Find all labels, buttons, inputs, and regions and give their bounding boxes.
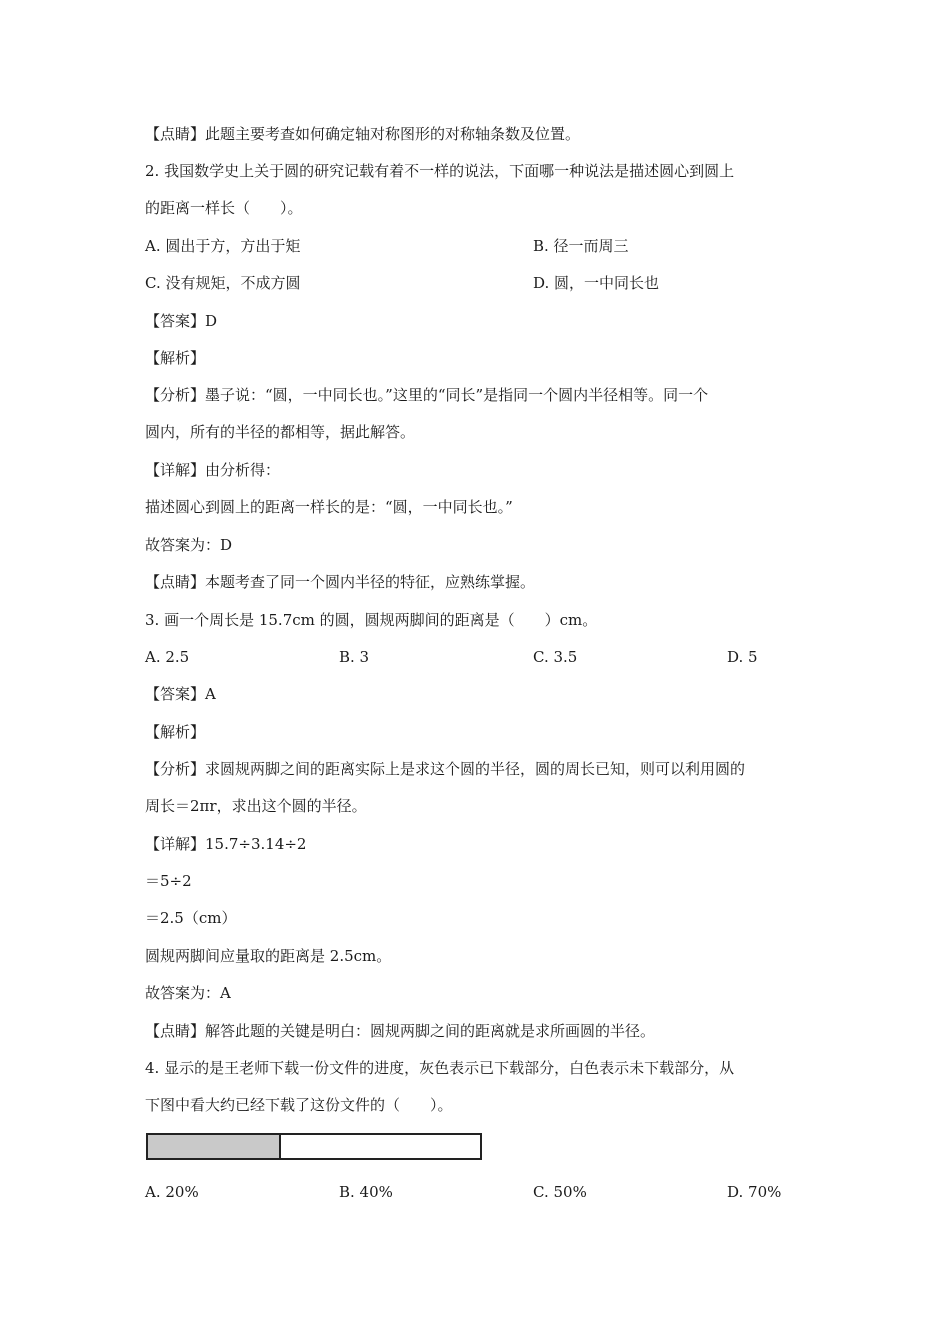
download-progress-bar xyxy=(146,1133,482,1160)
q3-dianjing: 【点睛】解答此题的关键是明白：圆规两脚之间的距离就是求所画圆的半径。 xyxy=(145,1022,656,1040)
q3-option-c: C. 3.5 xyxy=(533,648,578,666)
q2-detail-line1: 描述圆心到圆上的距离一样长的是：“圆，一中同长也。” xyxy=(145,498,513,516)
q2-option-d: D. 圆，一中同长也 xyxy=(533,274,660,292)
q3-xiangjie: 【详解】15.7÷3.14÷2 xyxy=(145,835,307,853)
q3-conclusion: 故答案为：A xyxy=(145,984,231,1002)
q3-option-a: A. 2.5 xyxy=(145,648,190,666)
q2-stem-line1: 2. 我国数学史上关于圆的研究记载有着不一样的说法，下面哪一种说法是描述圆心到圆上 xyxy=(145,162,735,180)
q2-option-a: A. 圆出于方，方出于矩 xyxy=(145,237,301,255)
q1-dianjing: 【点睛】此题主要考查如何确定轴对称图形的对称轴条数及位置。 xyxy=(145,125,581,143)
q3-jiexi: 【解析】 xyxy=(145,723,206,741)
q2-answer: 【答案】D xyxy=(145,312,218,330)
q3-answer: 【答案】A xyxy=(145,685,216,703)
q3-fenxi-line2: 周长＝2πr，求出这个圆的半径。 xyxy=(145,797,367,815)
q2-fenxi-line1: 【分析】墨子说：“圆，一中同长也。”这里的“同长”是指同一个圆内半径相等。同一个 xyxy=(145,386,709,404)
q4-stem-line2: 下图中看大约已经下载了这份文件的（ ）。 xyxy=(145,1096,453,1114)
q3-calc-line2: ＝2.5（cm） xyxy=(145,909,237,927)
q2-fenxi-line2: 圆内，所有的半径的都相等，据此解答。 xyxy=(145,423,416,441)
q3-option-d: D. 5 xyxy=(727,648,758,666)
q3-detail-line: 圆规两脚间应量取的距离是 2.5cm。 xyxy=(145,947,392,965)
q4-option-d: D. 70% xyxy=(727,1183,782,1201)
q3-fenxi-line1: 【分析】求圆规两脚之间的距离实际上是求这个圆的半径，圆的周长已知，则可以利用圆的 xyxy=(145,760,746,778)
q2-conclusion: 故答案为：D xyxy=(145,536,233,554)
q2-dianjing: 【点睛】本题考查了同一个圆内半径的特征，应熟练掌握。 xyxy=(145,573,536,591)
q4-stem-line1: 4. 显示的是王老师下载一份文件的进度，灰色表示已下载部分，白色表示未下载部分，从 xyxy=(145,1059,735,1077)
q4-option-a: A. 20% xyxy=(145,1183,199,1201)
q4-option-c: C. 50% xyxy=(533,1183,587,1201)
q3-calc-line1: ＝5÷2 xyxy=(145,872,192,890)
q2-stem-line2: 的距离一样长（ ）。 xyxy=(145,199,303,217)
q2-option-c: C. 没有规矩，不成方圆 xyxy=(145,274,301,292)
download-progress-fill xyxy=(148,1135,281,1158)
q2-option-b: B. 径一而周三 xyxy=(533,237,629,255)
q2-xiangjie: 【详解】由分析得： xyxy=(145,461,281,479)
q3-stem: 3. 画一个周长是 15.7cm 的圆，圆规两脚间的距离是（ ）cm。 xyxy=(145,611,598,629)
q4-option-b: B. 40% xyxy=(339,1183,393,1201)
q2-jiexi: 【解析】 xyxy=(145,349,206,367)
q3-option-b: B. 3 xyxy=(339,648,370,666)
